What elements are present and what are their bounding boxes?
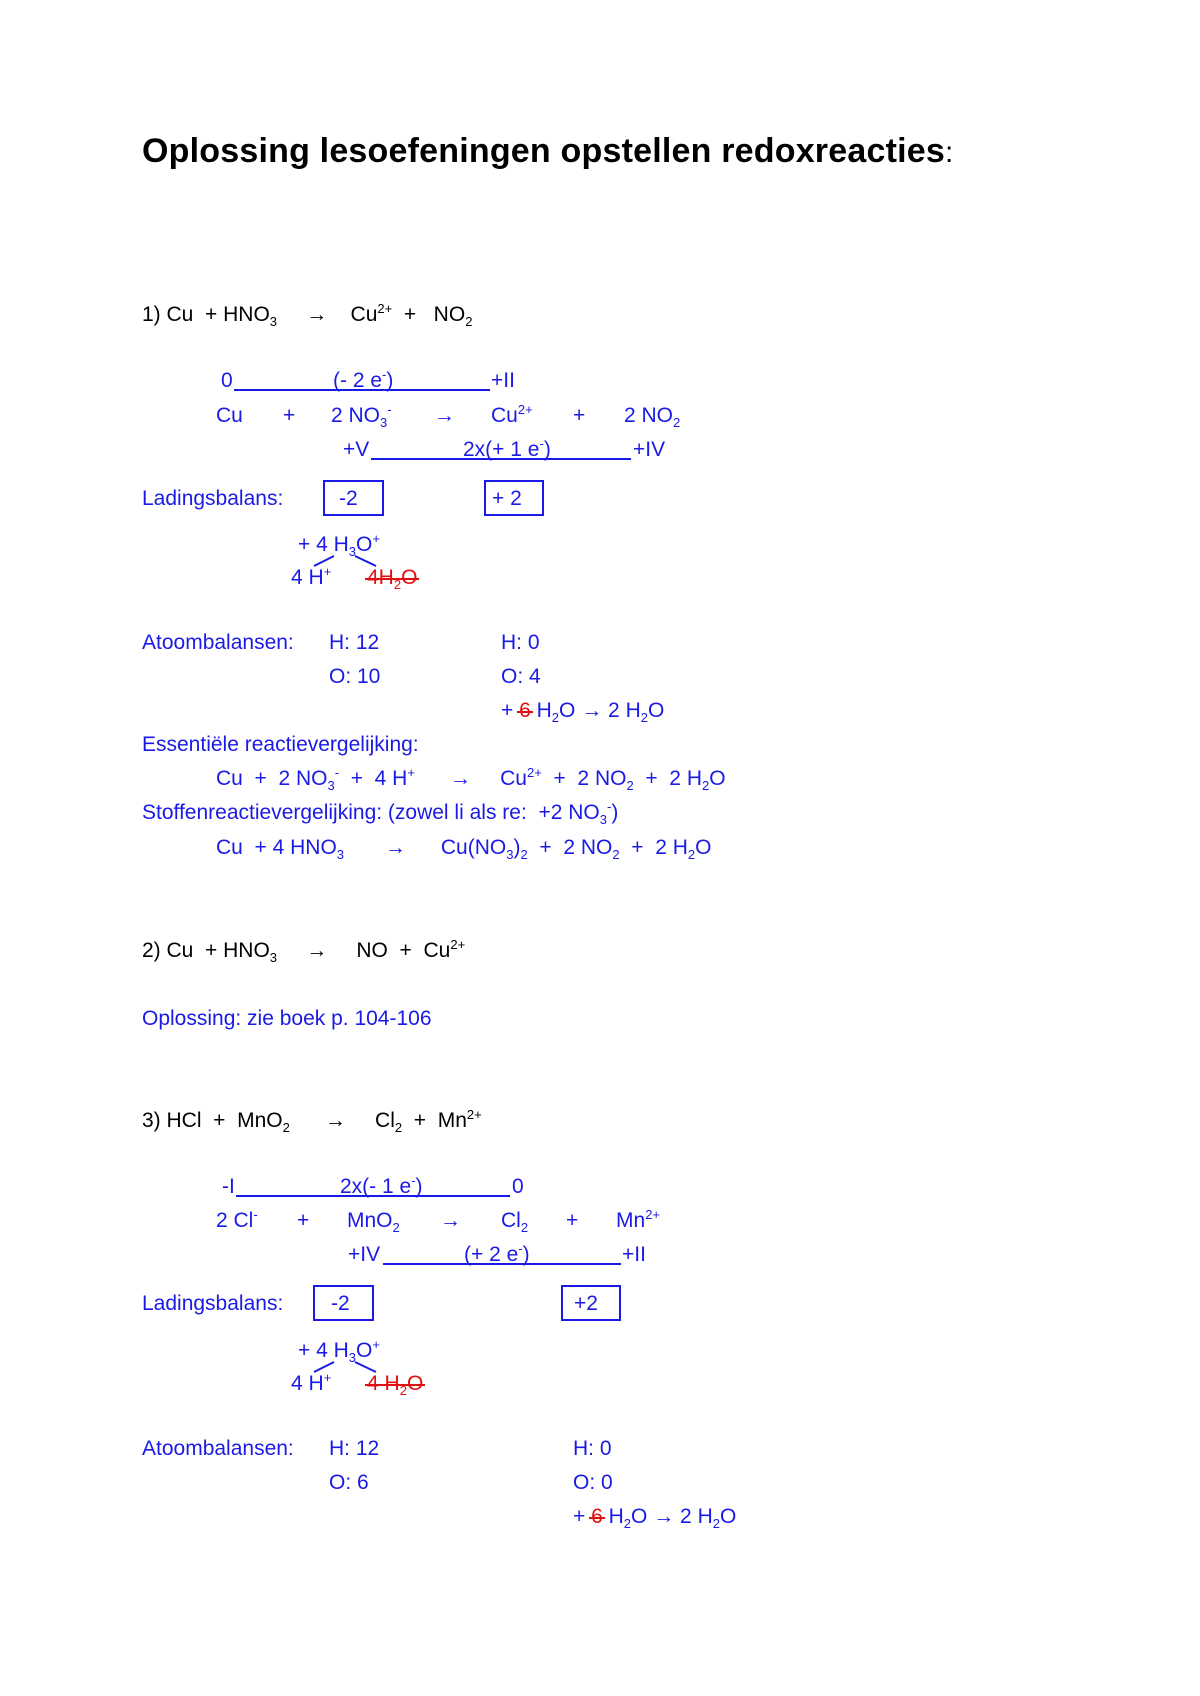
ex3-split-line-left bbox=[314, 1362, 334, 1372]
ex2-equation: 2) $Cu + HNO_3$ → NO + $Cu^{2+}$ bbox=[142, 937, 466, 966]
ex1-left-h: H: 12 bbox=[329, 631, 380, 654]
ex3-ox-mn-right: +II bbox=[622, 1243, 646, 1266]
ex3-equation: 3) HCl + MnO$_2$ → $Cl_2 + Mn^{2+}$ bbox=[142, 1107, 482, 1136]
ex3-right-o: O: 0 bbox=[573, 1471, 613, 1494]
ex3-charge-left: -2 bbox=[331, 1292, 350, 1315]
ex3-ladings-label: Ladingsbalans: bbox=[142, 1292, 284, 1315]
ex3-main-plus2: + bbox=[566, 1209, 579, 1232]
ex1-main-cu: Cu bbox=[216, 404, 243, 427]
ex3-electrons-top: 2x(- 1 e-) bbox=[340, 1173, 423, 1198]
ex1-ox-cu-right: +II bbox=[491, 369, 515, 392]
title-colon: : bbox=[944, 136, 954, 169]
ex1-main-plus1: + bbox=[283, 404, 296, 427]
ex3-atoom-label: Atoombalansen: bbox=[142, 1437, 294, 1460]
ex3-split-line-right bbox=[355, 1362, 376, 1372]
ex3-split-h: 4 H+ bbox=[291, 1370, 332, 1395]
ex1-charge-right: + 2 bbox=[492, 487, 522, 510]
ex3-main-cl2: $Cl_2$ bbox=[501, 1209, 529, 1236]
ex1-atoom-label: Atoombalansen: bbox=[142, 631, 294, 654]
ex3-main-mn: $Mn^{2+}$ bbox=[616, 1207, 661, 1232]
ex3-left-o: O: 6 bbox=[329, 1471, 369, 1494]
ex3-electrons-bottom: (+ 2 e-) bbox=[464, 1241, 530, 1266]
ex1-equation: 1) $Cu + HNO_3$ → $Cu^{2+} + NO_2$ bbox=[142, 301, 473, 330]
ex3-main-arrow: → bbox=[440, 1209, 461, 1232]
title-text: Oplossing lesoefeningen opstellen redoxreacties bbox=[142, 132, 945, 170]
ex2-solution: Oplossing: zie boek p. 104-106 bbox=[142, 1007, 432, 1030]
ex1-split-line-left bbox=[314, 556, 334, 566]
ex3-ox-cl-left: -I bbox=[222, 1175, 235, 1198]
ex1-main-arrow: → bbox=[434, 404, 455, 427]
ex1-charge-left: -2 bbox=[339, 487, 358, 510]
ex3-right-h: H: 0 bbox=[573, 1437, 612, 1460]
ex3-h3o: + 4 $H_3O^+$ bbox=[298, 1337, 380, 1366]
ex1-ox-n-right: +IV bbox=[633, 438, 666, 461]
ex1-essential-eq: Cu + 2 $NO_3^- + 4$ H+ → $Cu^{2+} + 2$ $NO_2 + 2$ $H_2O$ bbox=[216, 765, 726, 794]
ex1-split-h: 4 H+ bbox=[291, 564, 332, 589]
ex3-left-h: H: 12 bbox=[329, 1437, 380, 1460]
ex3-charge-right: +2 bbox=[574, 1292, 598, 1315]
ex1-main-plus2: + bbox=[573, 404, 586, 427]
ex1-water-fix: + 6 $H_2O \to 2$ $H_2O$ bbox=[501, 699, 665, 726]
ex1-electrons-top: (- 2 e-) bbox=[333, 367, 394, 392]
ex1-ox-n-left: +V bbox=[343, 438, 370, 461]
ex3-split-water: 4 $H_2O$ bbox=[367, 1372, 424, 1399]
ex1-main-no3: 2 $NO_3^-$ bbox=[331, 402, 392, 431]
ex3-main-cl: 2 Cl- bbox=[216, 1207, 258, 1232]
ex1-stoffen-eq: Cu + 4 $HNO_3$ → $Cu(NO_3)_2 + 2$ $NO_2 + 2$ $H_2O$ bbox=[216, 836, 712, 863]
ex1-main-cu2: $Cu^{2+}$ bbox=[491, 402, 533, 427]
ex3-main-mno2: MnO$_2$ bbox=[347, 1209, 400, 1236]
ex1-essential-label: Essentiële reactievergelijking: bbox=[142, 733, 419, 756]
ex3-water-fix: + 6 $H_2O \to 2$ $H_2O$ bbox=[573, 1505, 737, 1532]
ex1-left-o: O: 10 bbox=[329, 665, 381, 688]
ex1-electrons-bottom: 2x(+ 1 e-) bbox=[463, 436, 551, 461]
ex1-right-h: H: 0 bbox=[501, 631, 540, 654]
ex3-ox-mn-left: +IV bbox=[348, 1243, 381, 1266]
ex1-h3o: + 4 $H_3O^+$ bbox=[298, 531, 380, 560]
ex1-right-o: O: 4 bbox=[501, 665, 541, 688]
ex1-ladings-label: Ladingsbalans: bbox=[142, 487, 284, 510]
ex1-stoffen-label: Stoffenreactievergelijking: (zowel li als re: +2 $NO_3^-$) bbox=[142, 799, 619, 828]
ex3-ox-cl-right: 0 bbox=[512, 1175, 524, 1198]
ex1-ox-cu-left: 0 bbox=[221, 369, 233, 392]
ex1-split-water: $4H_2O$ bbox=[367, 566, 418, 593]
ex1-main-no2: 2 $NO_2$ bbox=[624, 404, 681, 431]
ex1-split-line-right bbox=[355, 556, 376, 566]
ex3-main-plus1: + bbox=[297, 1209, 310, 1232]
